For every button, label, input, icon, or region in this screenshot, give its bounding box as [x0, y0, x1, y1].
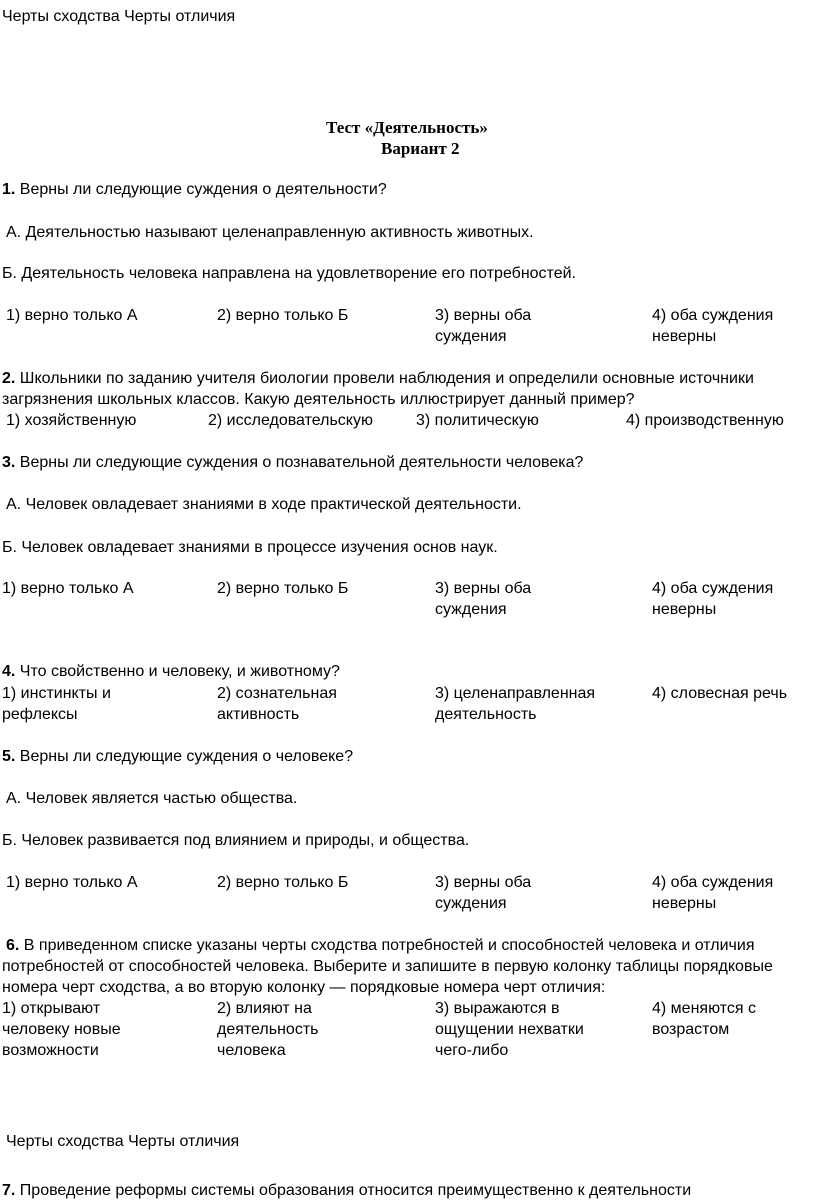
answer-option-line: 3) целенаправленная — [435, 685, 596, 702]
answer-option — [435, 683, 595, 725]
answer-option: 2) верно только Б — [217, 580, 349, 597]
answer-option-line: 3) верны оба — [435, 580, 532, 597]
answer-option-line: суждения — [435, 895, 507, 912]
question-text-line: загрязнения школьных классов. Какую деятельность иллюстрирует данный пример? — [2, 391, 635, 408]
answer-option — [652, 998, 756, 1040]
answer-option: 1) верно только А — [6, 874, 138, 891]
answer-option-line: неверны — [652, 601, 717, 618]
question-number: 5. — [2, 748, 16, 765]
answer-option — [435, 578, 531, 620]
question-4 — [2, 661, 340, 682]
question-1 — [2, 179, 387, 200]
answer-option: 1) верно только А — [6, 307, 138, 324]
answer-option-line: рефлексы — [2, 706, 78, 723]
question-number: 6. — [6, 937, 20, 954]
answer-option-line: человеку новые — [2, 1021, 121, 1038]
answer-option: 2) верно только Б — [217, 874, 349, 891]
answer-option-line: 4) оба суждения — [652, 580, 774, 597]
question-text: Проведение реформы системы образования относится преимущественно к деятельности — [19, 1182, 692, 1199]
statement-a: А. Человек овладевает знаниями в ходе практической деятельности. — [6, 496, 522, 513]
answer-option — [2, 683, 111, 725]
answer-option-line: 3) верны оба — [435, 874, 532, 891]
answer-option: 4) словесная речь — [652, 685, 788, 702]
answer-option-line: суждения — [435, 601, 507, 618]
answer-option-line: чего-либо — [435, 1042, 509, 1059]
answer-option-line: 4) оба суждения — [652, 307, 774, 324]
answer-option-line: 4) оба суждения — [652, 874, 774, 891]
question-text: Верны ли следующие суждения о человеке? — [19, 748, 354, 765]
header-line: Черты сходства Черты отличия — [2, 8, 236, 25]
answer-option-line: 3) верны оба — [435, 307, 532, 324]
table-header: Черты сходства Черты отличия — [6, 1133, 240, 1150]
question-3 — [2, 452, 583, 473]
question-text: Верны ли следующие суждения о деятельности? — [19, 181, 387, 198]
question-text: В приведенном списке указаны черты сходства потребностей и способностей человека и отличия — [23, 937, 755, 954]
answer-option: 3) политическую — [416, 412, 539, 429]
answer-option — [217, 998, 318, 1061]
question-number: 3. — [2, 454, 16, 471]
answer-option-line: возможности — [2, 1042, 99, 1059]
answer-option-line: суждения — [435, 328, 507, 345]
question-5 — [2, 746, 353, 767]
question-number: 2. — [2, 370, 16, 387]
answer-option: 1) хозяйственную — [6, 412, 137, 429]
answer-option-line: 4) меняются с — [652, 1000, 756, 1017]
answer-option-line: деятельность — [435, 706, 537, 723]
question-text-line: номера черт сходства, а во вторую колонку — порядковые номера черт отличия: — [2, 979, 606, 996]
answer-option: 2) исследовательскую — [208, 412, 373, 429]
answer-option: 1) верно только А — [2, 580, 134, 597]
question-7 — [2, 1180, 691, 1201]
answer-option-line: неверны — [652, 895, 717, 912]
statement-a: А. Деятельностью называют целенаправленную активность животных. — [6, 224, 534, 241]
answer-option — [435, 305, 531, 347]
statement-b: Б. Человек развивается под влиянием и природы, и общества. — [2, 832, 470, 849]
statement-a: А. Человек является частью общества. — [6, 790, 298, 807]
question-text: Верны ли следующие суждения о познавательной деятельности человека? — [19, 454, 584, 471]
answer-option-line: 3) выражаются в — [435, 1000, 560, 1017]
question-text-line: потребностей от способностей человека. Выберите и запишите в первую колонку таблицы порядковые — [2, 958, 773, 975]
answer-option — [435, 998, 584, 1061]
question-6 — [6, 935, 754, 956]
question-number: 1. — [2, 181, 16, 198]
question-number: 4. — [2, 663, 16, 680]
answer-option: 4) производственную — [626, 412, 784, 429]
page-subtitle: Вариант 2 — [381, 139, 460, 158]
answer-option-line: активность — [217, 706, 300, 723]
answer-option-line: неверны — [652, 328, 717, 345]
answer-option — [652, 578, 773, 620]
answer-option-line: человека — [217, 1042, 286, 1059]
answer-option — [2, 998, 121, 1061]
page-title: Тест «Деятельность» — [326, 118, 488, 137]
answer-option — [652, 872, 773, 914]
answer-option-line: 2) сознательная — [217, 685, 337, 702]
answer-option-line: 2) влияют на — [217, 1000, 312, 1017]
statement-b: Б. Человек овладевает знаниями в процессе изучения основ наук. — [2, 539, 498, 556]
statement-b: Б. Деятельность человека направлена на удовлетворение его потребностей. — [2, 265, 576, 282]
answer-option-line: деятельность — [217, 1021, 319, 1038]
answer-option — [217, 683, 337, 725]
answer-option-line: ощущении нехватки — [435, 1021, 584, 1038]
answer-option-line: 1) открывают — [2, 1000, 101, 1017]
answer-option: 2) верно только Б — [217, 307, 349, 324]
question-text: Что свойственно и человеку, и животному? — [19, 663, 340, 680]
answer-option — [435, 872, 531, 914]
question-2 — [2, 368, 754, 389]
question-number: 7. — [2, 1182, 16, 1199]
question-text: Школьники по заданию учителя биологии провели наблюдения и определили основные источники — [19, 370, 754, 387]
answer-option-line: возрастом — [652, 1021, 730, 1038]
answer-option — [652, 305, 773, 347]
answer-option-line: 1) инстинкты и — [2, 685, 111, 702]
